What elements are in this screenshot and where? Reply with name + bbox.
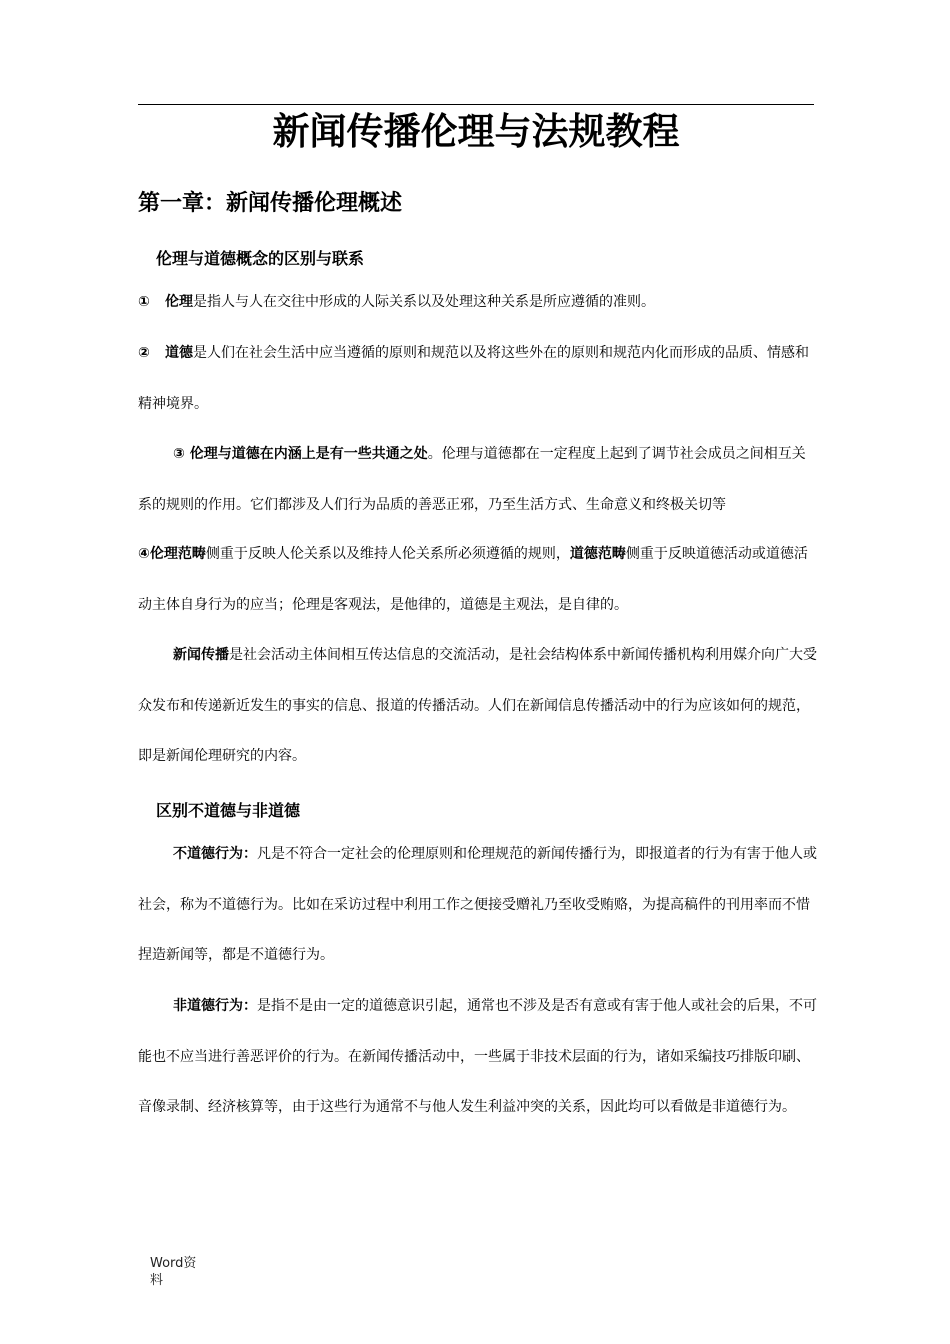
paragraph-morality-definition xyxy=(138,328,818,429)
term-immoral-behavior: 不道德行为： xyxy=(173,846,257,862)
paragraph-categories xyxy=(138,529,818,630)
chapter-title: 第一章：新闻传播伦理概述 xyxy=(138,191,403,216)
term-morality: 道德 xyxy=(165,345,193,361)
term-ethics: 伦理 xyxy=(165,294,193,310)
header-rule xyxy=(138,104,814,105)
paragraph-text: 侧重于反映人伦关系以及维持人伦关系所必须遵循的规则， xyxy=(205,546,570,562)
paragraph-ethics-definition xyxy=(138,277,818,328)
list-marker: ① xyxy=(138,294,150,310)
term-morality-category: 道德范畴 xyxy=(569,546,626,562)
list-marker: ② xyxy=(138,345,150,361)
paragraph-text: 。伦理与道德都在一定程度上起到了调节社会成员之间相互关系的规则的作用。它们都涉及人们行为品质的善恶正邪，乃至生活方式、生命意义和终极关切等 xyxy=(138,446,806,513)
paragraph-text: 是社会活动主体间相互传达信息的交流活动，是社会结构体系中新闻传播机构利用媒介向广大受众发布和传递新近发生的事实的信息、报道的传播活动。人们在新闻信息传播活动中的行为应该如何的规范，即是新闻伦理研究的内容。 xyxy=(138,647,817,764)
paragraph-immoral-behavior xyxy=(138,829,818,981)
paragraph-text: 是指不是由一定的道德意识引起，通常也不涉及是否有意或有害于他人或社会的后果，不可能也不应当进行善恶评价的行为。在新闻传播活动中，一些属于非技术层面的行为，诸如采编技巧排版印刷、音像录制、经济核算等，由于这些行为通常不与他人发生利益冲突的关系，因此均可以看做是非道德行为。 xyxy=(138,998,817,1115)
term-news-communication: 新闻传播 xyxy=(173,647,229,663)
paragraph-common-ground xyxy=(138,429,818,530)
paragraph-text: 是人们在社会生活中应当遵循的原则和规范以及将这些外在的原则和规范内化而形成的品质、情感和精神境界。 xyxy=(138,345,809,412)
section-heading-ethics-morality: 伦理与道德概念的区别与联系 xyxy=(156,249,365,268)
term-ethics-category: ④伦理范畴 xyxy=(138,546,206,562)
paragraph-nonmoral-behavior xyxy=(138,981,818,1133)
term-common-ground: ③ 伦理与道德在内涵上是有一些共通之处 xyxy=(173,446,428,462)
paragraph-news-communication xyxy=(138,630,818,782)
paragraph-text: 侧重于反映道德活动或道德活动主体自身行为的应当；伦理是客观法，是他律的，道德是主观法，是自律的。 xyxy=(138,546,808,613)
document-title: 新闻传播伦理与法规教程 xyxy=(272,110,680,153)
section-heading-immoral-nonmoral: 区别不道德与非道德 xyxy=(156,801,301,820)
paragraph-text: 凡是不符合一定社会的伦理原则和伦理规范的新闻传播行为，即报道者的行为有害于他人或社会，称为不道德行为。比如在采访过程中利用工作之便接受赠礼乃至收受贿赂，为提高稿件的刊用率而不惜捏造新闻等，都是不道德行为。 xyxy=(138,846,817,963)
paragraph-text: 是指人与人在交往中形成的人际关系以及处理这种关系是所应遵循的准则。 xyxy=(193,294,655,310)
term-nonmoral-behavior: 非道德行为： xyxy=(173,998,257,1014)
page-footer: Word资料 xyxy=(150,1256,197,1288)
